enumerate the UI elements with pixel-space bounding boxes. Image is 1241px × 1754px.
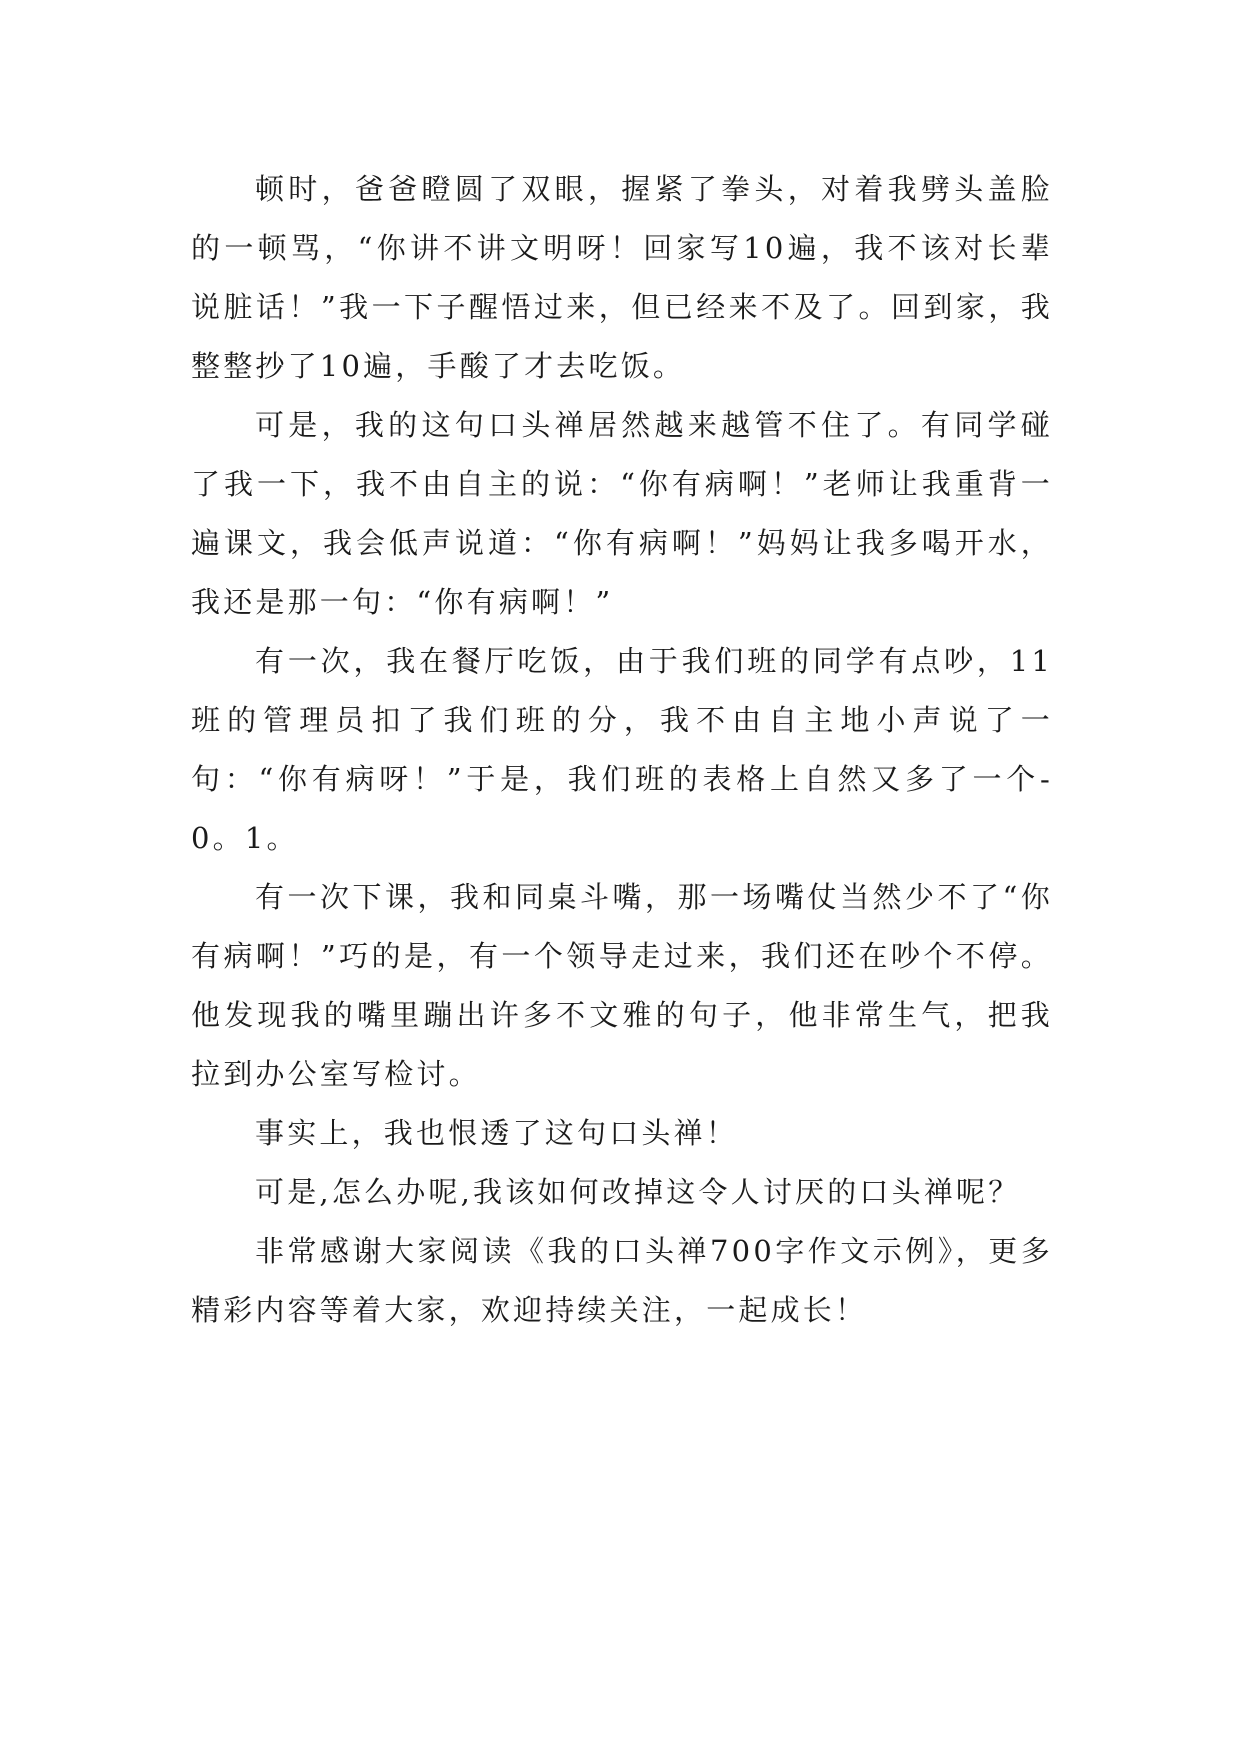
paragraph: 顿时，爸爸瞪圆了双眼，握紧了拳头，对着我劈头盖脸的一顿骂，“你讲不讲文明呀！回家写10遍，我不该对长辈说脏话！”我一下子醒悟过来，但已经来不及了。回到家，我整整抄了10遍，手酸了才去吃饭。: [191, 172, 1053, 383]
paragraph: 可是，我的这句口头禅居然越来越管不住了。有同学碰了我一下，我不由自主的说：“你有病啊！”老师让我重背一遍课文，我会低声说道：“你有病啊！”妈妈让我多喝开水，我还是那一句：“你有病啊！”: [191, 408, 1053, 619]
paragraph: 有一次，我在餐厅吃饭，由于我们班的同学有点吵，11班的管理员扣了我们班的分，我不由自主地小声说了一句：“你有病呀！”于是，我们班的表格上自然又多了一个-0。1。: [191, 644, 1053, 855]
paragraph: 有一次下课，我和同桌斗嘴，那一场嘴仗当然少不了“你有病啊！”巧的是，有一个领导走过来，我们还在吵个不停。他发现我的嘴里蹦出许多不文雅的句子，他非常生气，把我拉到办公室写检讨。: [191, 880, 1053, 1091]
paragraph: 可是,怎么办呢,我该如何改掉这令人讨厌的口头禅呢？: [255, 1175, 1021, 1209]
document-body: [191, 160, 1053, 1340]
paragraph: 事实上，我也恨透了这句口头禅！: [255, 1116, 739, 1150]
paragraph: 非常感谢大家阅读《我的口头禅700字作文示例》，更多精彩内容等着大家，欢迎持续关注，一起成长！: [191, 1234, 1053, 1327]
